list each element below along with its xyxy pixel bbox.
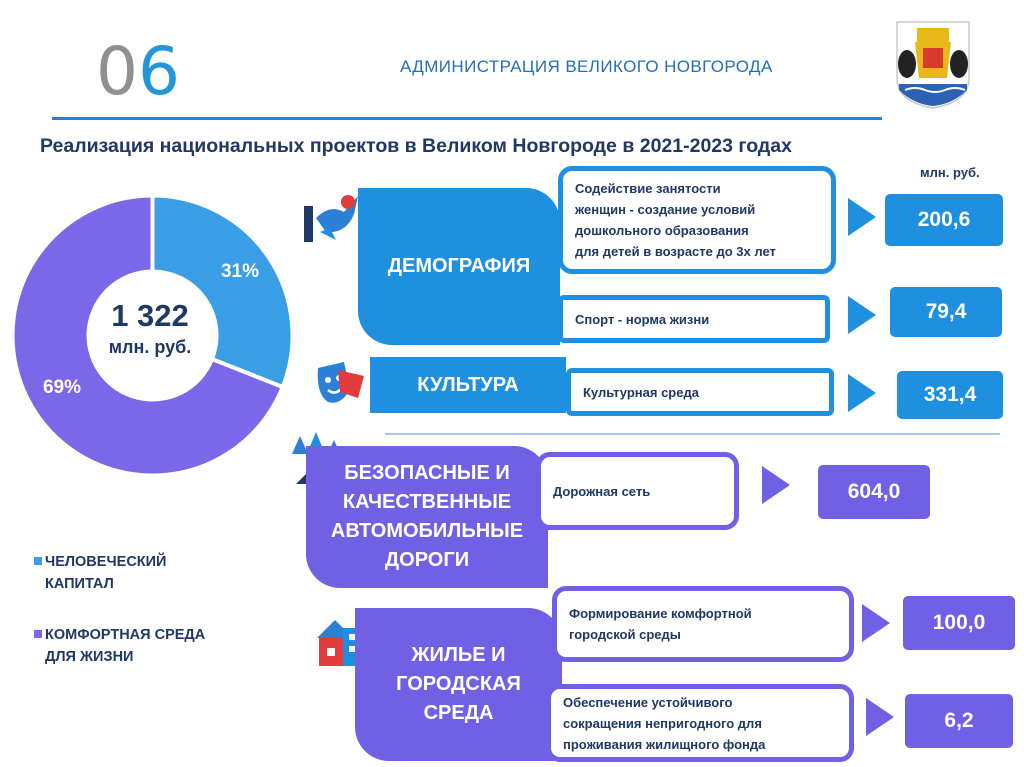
value-urban-environment: 100,0 xyxy=(903,596,1015,650)
project-road-network: Дорожная сеть xyxy=(536,452,739,530)
project-women-employment: Содействие занятости женщин - создание условий дошкольного образования для детей в возрасте до 3х лет xyxy=(558,166,836,274)
arrow-icon xyxy=(848,374,876,412)
project-housing-reduction: Обеспечение устойчивого сокращения непригодного для проживания жилищного фонда xyxy=(546,684,854,762)
arrow-icon xyxy=(762,466,790,504)
project-culture-environment: Культурная среда xyxy=(566,368,834,416)
category-roads: БЕЗОПАСНЫЕ И КАЧЕСТВЕННЫЕ АВТОМОБИЛЬНЫЕ ДОРОГИ xyxy=(306,446,548,588)
category-housing: ЖИЛЬЕ И ГОРОДСКАЯ СРЕДА xyxy=(355,608,562,761)
page-title: Реализация национальных проектов в Великом Новгороде в 2021-2023 годах xyxy=(40,135,792,157)
section-separator xyxy=(385,433,1000,435)
donut-label-69: 69% xyxy=(42,377,82,398)
category-demography: ДЕМОГРАФИЯ xyxy=(358,188,560,345)
value-road-network: 604,0 xyxy=(818,465,930,519)
header-divider xyxy=(52,117,882,120)
legend-item-human-capital: ЧЕЛОВЕЧЕСКИЙ КАПИТАЛ xyxy=(45,551,166,595)
arrow-icon xyxy=(848,296,876,334)
value-women-employment: 200,6 xyxy=(885,194,1003,246)
unit-label: млн. руб. xyxy=(920,165,980,180)
project-urban-environment: Формирование комфортной городской среды xyxy=(552,586,854,662)
slide-number: 06 xyxy=(96,33,180,110)
administration-title: АДМИНИСТРАЦИЯ ВЕЛИКОГО НОВГОРОДА xyxy=(400,57,773,76)
arrow-icon xyxy=(862,604,890,642)
value-culture-environment: 331,4 xyxy=(897,371,1003,419)
arrow-icon xyxy=(866,698,894,736)
project-sport: Спорт - норма жизни xyxy=(558,295,830,343)
donut-label-31: 31% xyxy=(220,261,260,282)
value-housing-reduction: 6,2 xyxy=(905,694,1013,748)
arrow-icon xyxy=(848,198,876,236)
donut-center xyxy=(80,298,220,360)
coat-of-arms-icon xyxy=(893,18,973,110)
category-culture: КУЛЬТУРА xyxy=(370,357,566,413)
value-sport: 79,4 xyxy=(890,287,1002,337)
legend-item-comfort: КОМФОРТНАЯ СРЕДА ДЛЯ ЖИЗНИ xyxy=(45,624,205,668)
legend-swatch xyxy=(34,630,42,638)
legend-swatch xyxy=(34,557,42,565)
culture-theater-mask-icon xyxy=(310,358,370,410)
donut-total-unit: млн. руб. xyxy=(108,337,192,357)
donut-total: 1 322 xyxy=(111,298,189,333)
